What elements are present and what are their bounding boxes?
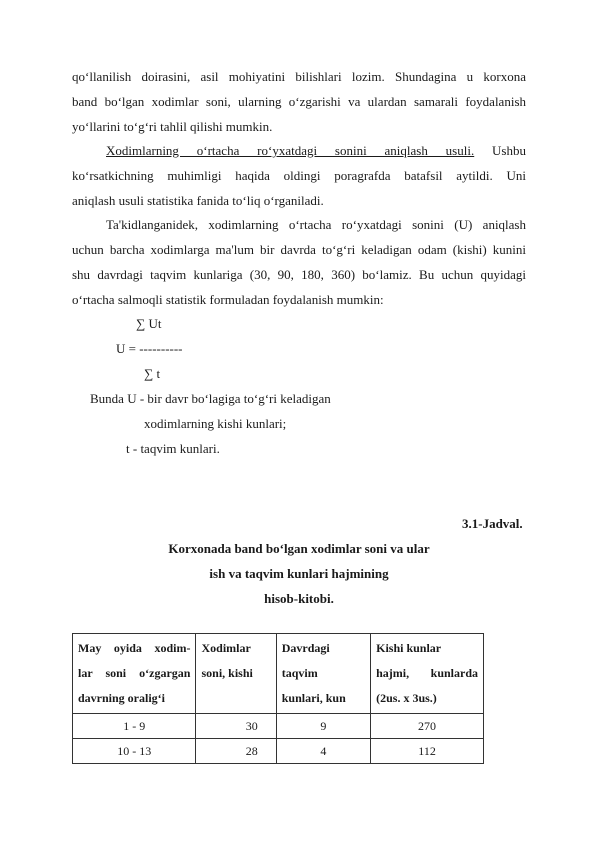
- paragraph-1-line: qo‘llanilish doirasini, asil mohiyatini bilishlari lozim. Shundagina u korxona: [72, 69, 526, 84]
- table-title-line: Korxonada band bo‘lgan xodimlar soni va ular: [168, 541, 430, 556]
- table-cell: 270: [371, 714, 484, 739]
- explanation-line-2: xodimlarning kishi kunlari;: [144, 416, 287, 431]
- header-line: hajmi, kunlarda: [376, 666, 478, 680]
- paragraph-3-line: Ta'kidlanganidek, xodimlarning o‘rtacha ro‘yxatdagi sonini (U) aniqlash: [106, 217, 526, 232]
- header-cell-person-days: [371, 634, 484, 714]
- table-cell: 10 - 13: [73, 739, 196, 764]
- explanation-line-3: t - taqvim kunlari.: [126, 441, 220, 456]
- table-header-row: [73, 634, 484, 714]
- table-cell: 1 - 9: [73, 714, 196, 739]
- data-table: [72, 633, 484, 764]
- paragraph-2-line: ko‘rsatkichning muhimligi haqida oldingi poragrafda batafsil aytildi. Uni: [72, 168, 526, 183]
- paragraph-2-line: aniqlash usuli statistika fanida to‘liq o‘rganiladi.: [72, 193, 324, 208]
- header-line: May oyida xodim-: [78, 641, 191, 655]
- header-cell-period: [73, 634, 196, 714]
- formula-denominator: ∑ t: [144, 366, 161, 381]
- header-line: davrning oralig‘i: [78, 691, 166, 705]
- paragraph-1-line: yo‘llarini to‘g‘ri tahlil qilishi mumkin.: [72, 119, 273, 134]
- table-row: [73, 739, 484, 764]
- paragraph-1-line: band bo‘lgan xodimlar soni, ularning o‘zgarishi va ulardan samarali foydalanish: [72, 94, 526, 109]
- header-cell-employees: [196, 634, 276, 714]
- header-cell-calendar-days: [276, 634, 370, 714]
- table-label: 3.1-Jadval.: [462, 516, 523, 531]
- paragraph-3-line: shu davrdagi taqvim kunlariga (30, 90, 180, 360) bo‘lamiz. Bu uchun quyidagi: [72, 267, 526, 282]
- formula-lhs: U = ----------: [116, 341, 183, 356]
- table-cell: 30: [196, 714, 276, 739]
- header-line: lar soni o‘zgargan: [78, 666, 191, 680]
- formula-numerator: ∑ Ut: [136, 316, 162, 331]
- table-title-line: hisob-kitobi.: [264, 591, 334, 606]
- table-title-line: ish va taqvim kunlari hajmining: [209, 566, 389, 581]
- header-line: Davrdagi: [281, 641, 330, 655]
- paragraph-1: [72, 64, 526, 139]
- table-cell: 28: [196, 739, 276, 764]
- paragraph-2-line1-rest: Ushbu: [474, 143, 526, 158]
- explanation-line-1: Bunda U - bir davr bo‘lagiga to‘g‘ri keladigan: [90, 391, 331, 406]
- paragraph-3-line: uchun barcha xodimlarga ma'lum bir davrda to‘g‘ri keladigan odam (kishi) kunini: [72, 242, 526, 257]
- table-cell: 9: [276, 714, 370, 739]
- header-line: (2us. x 3us.): [376, 691, 437, 705]
- paragraph-3: [72, 212, 526, 312]
- section-heading: Xodimlarning o‘rtacha ro‘yxatdagi sonini aniqlash usuli.: [106, 143, 475, 158]
- header-line: Xodimlar: [201, 641, 251, 655]
- paragraph-2-line: [72, 138, 526, 163]
- paragraph-3-line: o‘rtacha salmoqli statistik formuladan foydalanish mumkin:: [72, 292, 384, 307]
- paragraph-2: [72, 138, 526, 213]
- header-line: soni, kishi: [201, 666, 253, 680]
- header-line: kunlari, kun: [281, 691, 346, 705]
- table-cell: 112: [371, 739, 484, 764]
- table-row: [73, 714, 484, 739]
- table-cell: 4: [276, 739, 370, 764]
- header-line: taqvim: [281, 666, 318, 680]
- header-line: Kishi kunlar: [376, 641, 442, 655]
